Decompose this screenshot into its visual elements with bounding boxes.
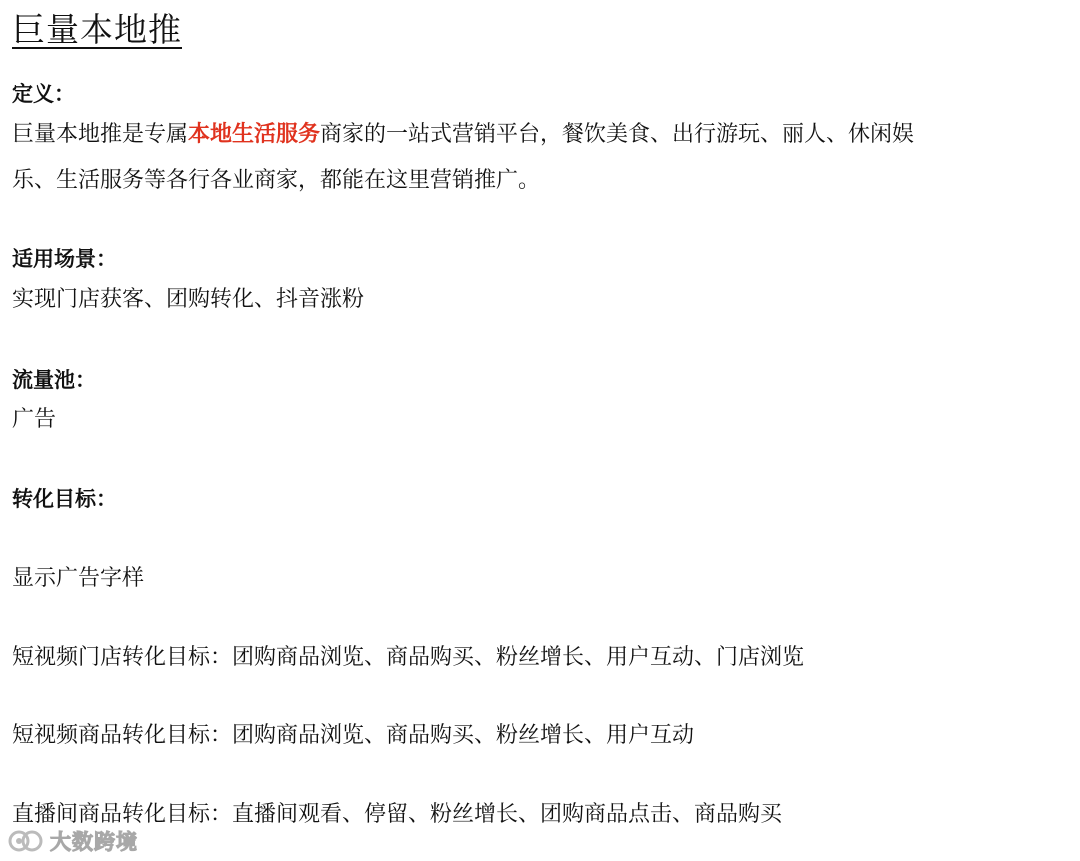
watermark-logo-icon <box>8 826 44 856</box>
traffic-pool-text: 广告 <box>12 407 57 432</box>
conversion-goals-label: 转化目标： <box>12 487 117 511</box>
definition-line-2: 乐、生活服务等各行各业商家，都能在这里营销推广。 <box>12 168 541 193</box>
watermark-text: 大数跨境 <box>50 830 138 854</box>
scenarios-text: 实现门店获客、团购转化、抖音涨粉 <box>12 287 365 312</box>
definition-line-1 <box>12 120 914 150</box>
scenarios-label: 适用场景： <box>12 247 117 271</box>
ad-label-text: 显示广告字样 <box>12 566 145 591</box>
definition-highlight: 本地生活服务 <box>188 122 321 147</box>
watermark <box>8 824 138 858</box>
short-video-store-goals: 短视频门店转化目标：团购商品浏览、商品购买、粉丝增长、用户互动、门店浏览 <box>12 645 805 670</box>
traffic-pool-label: 流量池： <box>12 368 96 392</box>
document-page <box>12 0 1072 861</box>
definition-text-before: 巨量本地推是专属 <box>12 122 189 147</box>
page-title: 巨量本地推 <box>12 10 182 49</box>
live-room-product-goals: 直播间商品转化目标：直播间观看、停留、粉丝增长、团购商品点击、商品购买 <box>12 802 783 827</box>
definition-text-after: 商家的一站式营销平台，餐饮美食、出行游玩、丽人、休闲娱 <box>320 122 915 147</box>
short-video-product-goals: 短视频商品转化目标：团购商品浏览、商品购买、粉丝增长、用户互动 <box>12 723 695 748</box>
definition-label: 定义： <box>12 82 75 106</box>
